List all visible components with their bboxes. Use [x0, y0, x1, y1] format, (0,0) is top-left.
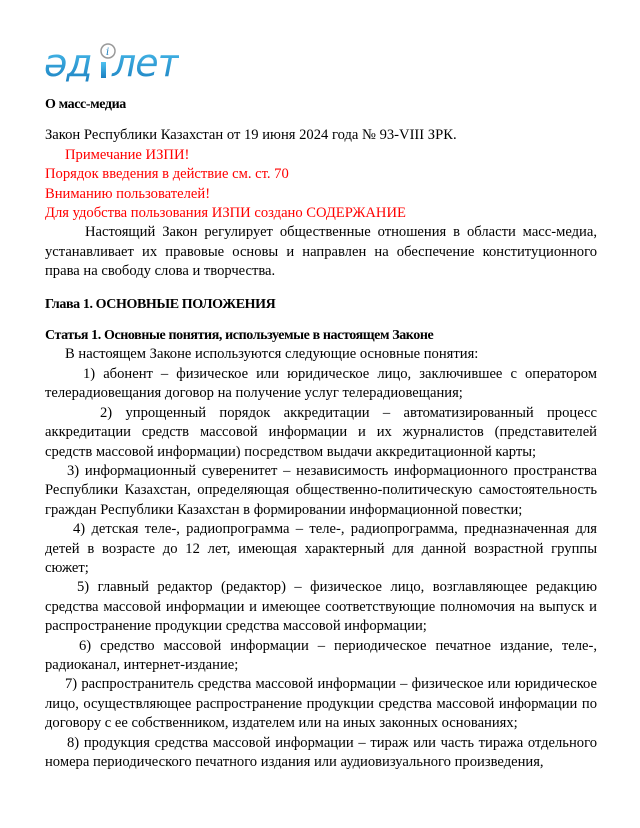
article-heading: Статья 1. Основные понятия, используемые в настоящем Законе — [45, 328, 434, 344]
definition-item: 2) упрощенный порядок аккредитации – автоматизированный процесс аккредитации средств массовой информации и их журналистов (представителей средств массовой информации) посредством выдачи аккредитационной карты; — [45, 404, 597, 460]
svg-text:i: i — [106, 47, 110, 58]
definition-item: 1) абонент – физическое или юридическое лицо, заключившее с оператором телерадиовещания договор на получение услуг телерадиовещания; — [45, 365, 597, 402]
note-link[interactable]: Примечание ИЗПИ! — [65, 146, 190, 163]
definition-item: 5) главный редактор (редактор) – физическое лицо, возглавляющее редакцию средства массовой информации и имеющее соответствующие полномочия на выпуск и распространение продукции средства массовой информации; — [45, 579, 597, 635]
document-body — [45, 95, 597, 772]
definition-item: 4) детская теле-, радиопрограмма – теле-, радиопрограмма, предназначенная для детей в возрасте до 12 лет, имеющая характерный для данной возрастной группы сюжет; — [45, 521, 597, 576]
chapter-heading: Глава 1. ОСНОВНЫЕ ПОЛОЖЕНИЯ — [45, 296, 276, 312]
law-reference: Закон Республики Казахстан от 19 июня 2024 года № 93-VIII ЗРК. — [45, 127, 457, 144]
article-intro: В настоящем Законе используются следующие основные понятия: — [65, 346, 479, 363]
svg-text:әд: әд — [44, 42, 92, 84]
contents-link[interactable]: Для удобства пользования ИЗПИ создано СОДЕРЖАНИЕ — [45, 205, 406, 222]
svg-text:лет: лет — [112, 42, 179, 84]
note-text: Вниманию пользователей! — [45, 185, 211, 202]
document-title: О масс-медиа — [45, 97, 126, 112]
definition-item: 3) информационный суверенитет – независимость информационного пространства Республики Казахстан, определяющая общественно-политическую самостоятельность граждан Республики Казахстан в формировании информационной повестки; — [45, 462, 597, 518]
definition-item: 7) распространитель средства массовой информации – физическое или юридическое лицо, осуществляющее распространение продукции средства массовой информации по договору с ее собственником, издателем или на иных законных основаниях; — [45, 676, 597, 732]
adilet-logo — [44, 42, 179, 84]
preamble: Настоящий Закон регулирует общественные отношения в области масс-медиа, устанавливает их правовые основы и направлен на обеспечение конституционного права на свободу слова и творчества. — [45, 224, 597, 280]
note-link[interactable]: Порядок введения в действие см. ст. 70 — [45, 166, 289, 183]
definition-item: 8) продукция средства массовой информации – тираж или часть тиража отдельного номера периодического печатного издания или аудиовизуального произведения, — [45, 734, 597, 770]
definition-item: 6) средство массовой информации – периодическое печатное издание, теле-, радиоканал, интернет-издание; — [45, 637, 597, 673]
